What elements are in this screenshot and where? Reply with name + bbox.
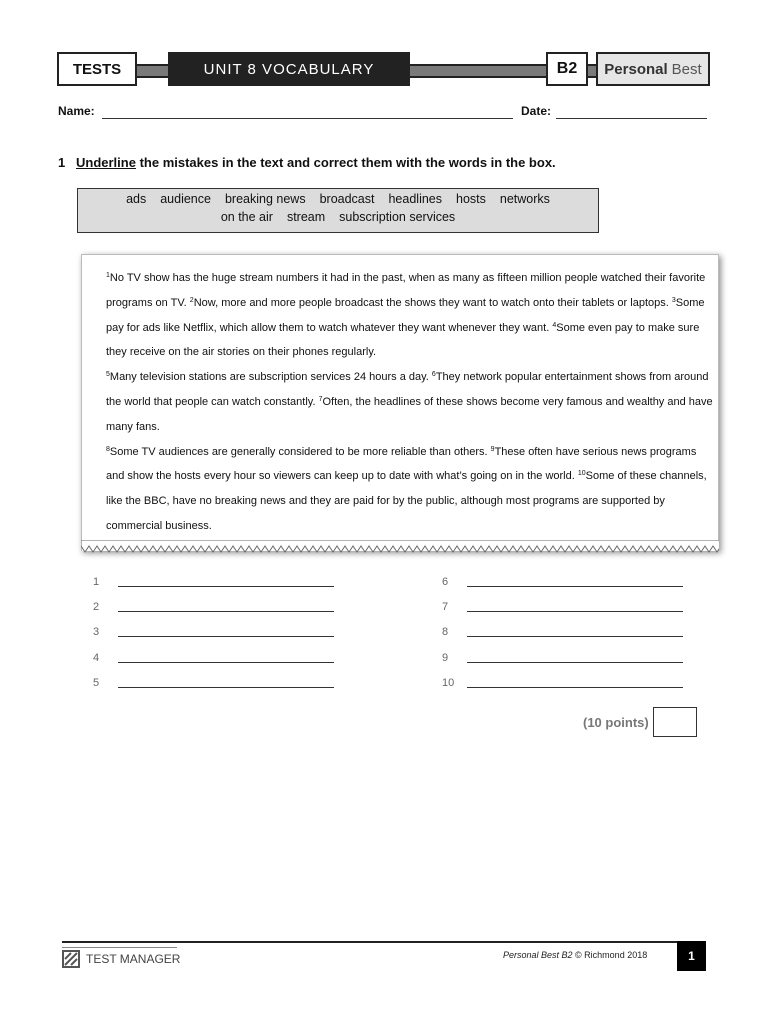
word-box-item: broadcast <box>319 192 375 206</box>
answer-line[interactable] <box>118 636 334 637</box>
name-field[interactable] <box>102 118 513 119</box>
answer-line[interactable] <box>467 636 683 637</box>
brand-logo <box>596 52 710 86</box>
answer-number: 10 <box>442 676 455 689</box>
answer-line[interactable] <box>467 687 683 688</box>
sentence-text: They network popular entertainment shows from around the world that people can watch constantly. <box>106 371 709 408</box>
sentence-number: 5 <box>106 371 110 379</box>
answer-number: 2 <box>93 601 100 614</box>
torn-edge <box>81 540 719 556</box>
word-box-item: stream <box>286 210 326 224</box>
sentence-number: 9 <box>490 445 495 453</box>
date-field[interactable] <box>556 118 707 119</box>
exercise-instruction <box>58 155 556 170</box>
answer-number: 1 <box>93 576 100 588</box>
exercise-number: 1 <box>58 155 66 170</box>
answer-number: 7 <box>442 601 449 614</box>
answer-number: 6 <box>442 576 449 588</box>
sentence-text: Some pay for ads like Netflix, which allow them to watch whatever they want whenever they want. <box>106 296 705 334</box>
answer-line[interactable] <box>467 586 683 587</box>
sentence-number: 1 <box>106 272 110 279</box>
passage-text <box>106 266 714 539</box>
word-box-row-2 <box>78 208 598 226</box>
sentence-text: No TV show has the huge stream numbers it had in the past, when as many as fifteen million people watched their favorite programs on TV. <box>106 272 706 309</box>
sentence-number: 3 <box>671 296 676 304</box>
copyright <box>503 950 647 960</box>
sentence-text: Some of these channels, like the BBC, have no breaking news and they are paid for by the public, although most programs are supported by commercial business. <box>106 470 707 532</box>
word-box-item: audience <box>160 192 211 206</box>
word-box-item: hosts <box>456 192 486 206</box>
sentence-number: 2 <box>189 296 194 304</box>
sentence-text: Now, more and more people broadcast the shows they want to watch onto their tablets or laptops. <box>193 296 672 309</box>
footer-rule <box>62 941 706 943</box>
answer-row <box>442 576 464 588</box>
brand-part1: Personal <box>604 60 668 78</box>
answer-row <box>93 626 115 638</box>
sentence-text: Often, the headlines of these shows become very famous and wealthy and have many fans. <box>106 395 713 433</box>
word-box <box>77 188 599 233</box>
word-box-item: on the air <box>220 210 273 224</box>
sentence-number: 7 <box>318 395 323 403</box>
sentence-number: 6 <box>431 371 436 379</box>
word-box-item: ads <box>126 192 147 206</box>
answer-line[interactable] <box>118 687 334 688</box>
answer-line[interactable] <box>118 611 334 612</box>
sentence-number: 8 <box>106 445 110 453</box>
answer-line[interactable] <box>467 611 683 612</box>
test-manager-icon <box>62 950 80 968</box>
header-bar <box>57 52 710 86</box>
word-box-item: networks <box>499 192 550 206</box>
name-label: Name: <box>58 104 95 118</box>
brand-part2: Best <box>671 60 702 78</box>
instruction-underlined: Underline <box>76 155 136 170</box>
answer-line[interactable] <box>118 586 334 587</box>
word-box-row-1 <box>78 190 598 208</box>
answer-number: 3 <box>93 626 100 639</box>
answer-row <box>442 601 464 613</box>
copyright-rest: © Richmond 2018 <box>572 950 648 960</box>
paragraph-2 <box>106 365 714 439</box>
answer-row <box>442 626 464 638</box>
sentence-text: Many television stations are subscription services 24 hours a day. <box>109 371 432 384</box>
answer-row <box>93 576 115 588</box>
answer-row <box>93 652 115 664</box>
answer-row <box>442 652 464 664</box>
answer-number: 8 <box>442 626 449 639</box>
instruction-rest: the mistakes in the text and correct them with the words in the box. <box>135 155 556 170</box>
answer-number: 4 <box>93 651 100 664</box>
answer-number: 9 <box>442 651 449 664</box>
page-number: 1 <box>677 941 706 971</box>
answer-line[interactable] <box>118 662 334 663</box>
points-label: (10 points) <box>583 715 649 730</box>
sentence-number: 10 <box>577 470 586 478</box>
answer-row <box>442 677 464 689</box>
tests-label: TESTS <box>57 52 137 86</box>
sentence-text: Some TV audiences are generally considered to be more reliable than others. <box>109 445 491 458</box>
score-box[interactable] <box>653 707 697 737</box>
unit-title: UNIT 8 VOCABULARY <box>168 52 410 86</box>
paragraph-3 <box>106 440 714 539</box>
answer-row <box>93 677 115 689</box>
test-manager-label: TEST MANAGER <box>86 952 181 966</box>
word-box-item: breaking news <box>224 192 306 206</box>
word-box-item: headlines <box>388 192 442 206</box>
test-manager-logo <box>62 950 180 968</box>
answer-number: 5 <box>93 676 100 689</box>
paragraph-1 <box>106 266 714 365</box>
date-label: Date: <box>521 104 552 118</box>
text-passage <box>81 254 719 551</box>
footer-thin-rule <box>62 947 177 948</box>
answer-line[interactable] <box>467 662 683 663</box>
level-badge: B2 <box>546 52 588 86</box>
sentence-text: Some even pay to make sure they receive on the air stories on their phones regularly. <box>106 321 700 359</box>
answer-row <box>93 601 115 613</box>
copyright-title: Personal Best B2 <box>503 950 573 960</box>
sentence-text: These often have serious news programs and show the hosts every hour so viewers can keep up to date with what’s going on in the world. <box>106 445 697 483</box>
sentence-number: 4 <box>552 321 557 329</box>
word-box-item: subscription services <box>339 210 456 224</box>
